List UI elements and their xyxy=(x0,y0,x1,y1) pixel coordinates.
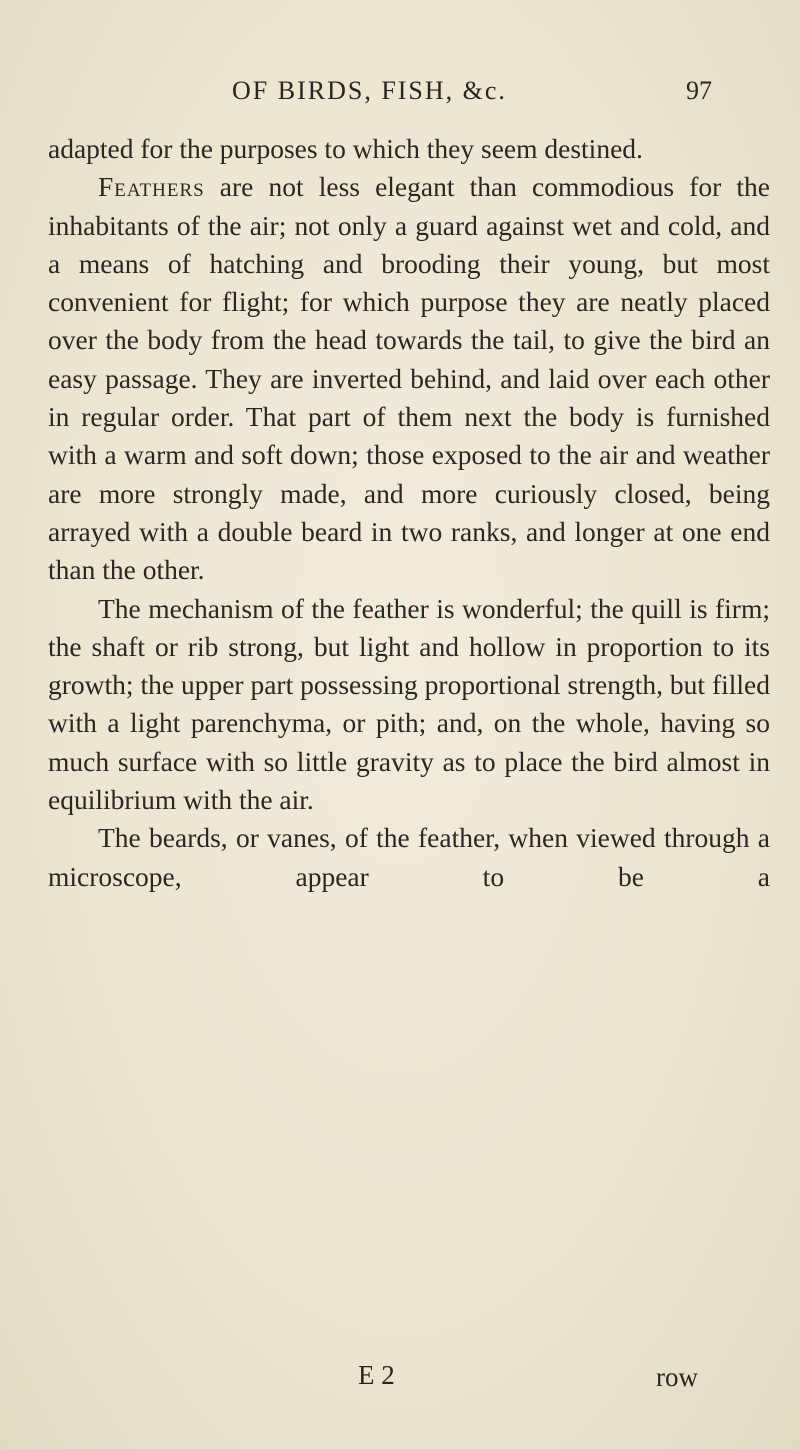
catchword: row xyxy=(656,1362,698,1392)
paragraph-continuation xyxy=(48,130,770,168)
page-number: 97 xyxy=(686,76,712,105)
paragraph-text: are not less elegant than commodious for the inhabitants of the air; not only a guard against wet and cold, and a means of hatching and brooding their young, but most convenient for flight; for which purpose they are neatly placed over the body from the head towards the tail, to give the bird an easy passage. They are inverted behind, and laid over each other in regular order. That part of them next the body is furnished with a warm and soft down; those exposed to the air and weather are more strongly made, and more curiously closed, being arrayed with a double beard in two ranks, and longer at one end than the other. xyxy=(48,171,770,586)
body-text xyxy=(48,130,770,896)
running-head: OF BIRDS, FISH, &c. xyxy=(232,76,507,105)
paragraph-text: The beards, or vanes, of the feather, when viewed through a microscope, appear to be a xyxy=(48,822,770,892)
paragraph-mechanism xyxy=(48,590,770,820)
paragraph-feathers xyxy=(48,168,770,589)
paragraph-lead-word: Feathers xyxy=(98,171,205,203)
paragraph-text: The mechanism of the feather is wonderful; the quill is firm; the shaft or rib strong, but light and hollow in proportion to its growth; the upper part possessing proportional strength, but filled with a light parenchyma, or pith; and, on the whole, having so much surface with so little gravity as to place the bird almost in equilibrium with the air. xyxy=(48,592,770,816)
page-footer xyxy=(0,1360,800,1400)
page-header xyxy=(0,76,800,116)
paragraph-text: adapted for the purposes to which they seem destined. xyxy=(48,133,643,164)
signature-mark: E 2 xyxy=(358,1360,395,1390)
paragraph-beards xyxy=(48,819,770,896)
